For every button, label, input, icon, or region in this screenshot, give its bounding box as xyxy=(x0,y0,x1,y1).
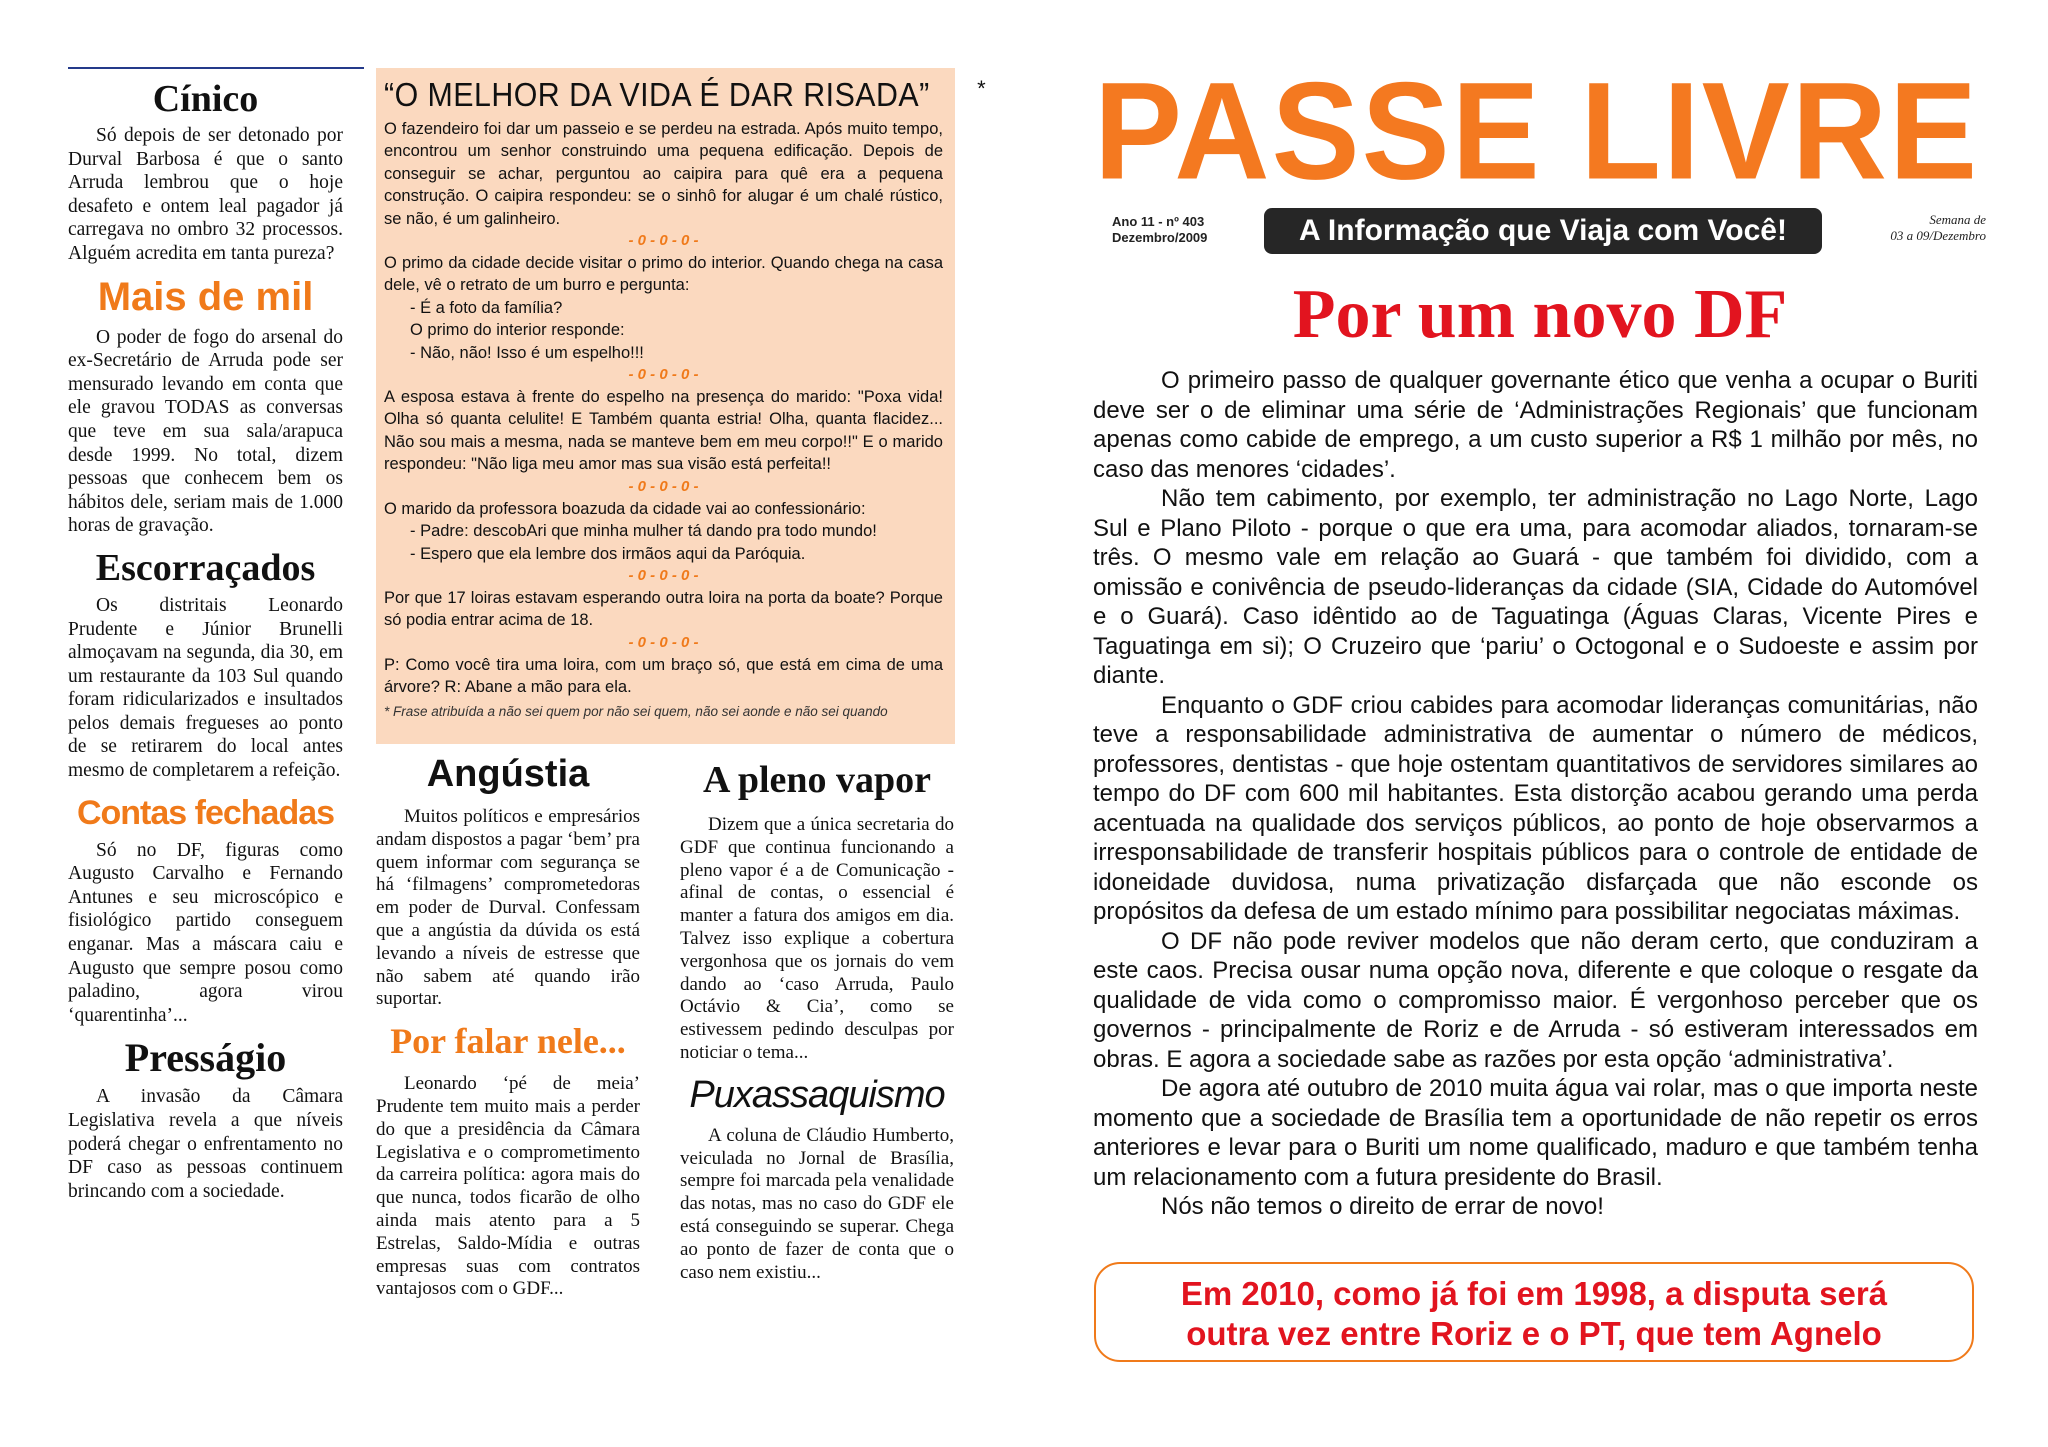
cinico-title: Cínico xyxy=(152,78,259,120)
pressagio-title: Presságio xyxy=(124,1035,287,1081)
pressagio-body: A invasão da Câmara Legislativa revela a que níveis poderá chegar o enfrentamento no DF caso as pessoas continuem brincando com a sociedade. xyxy=(68,1086,343,1202)
joke-3: A esposa estava à frente do espelho na presença do marido: "Poxa vida! Olha só quanta celulite! E Também quanta estria! Olha, quanta flacidez... Não sou mais a mesma, nada se manteve bem em meu corpo!!" E o marido respondeu: "Não liga meu amor mas sua visão está perfeita!! xyxy=(384,388,943,474)
joke-2-intro: O primo da cidade decide visitar o primo do interior. Quando chega na casa dele, vê o retrato de um burro e pergunta: xyxy=(384,254,943,295)
editorial-paragraph: Não tem cabimento, por exemplo, ter administração no Lago Norte, Lago Sul e Plano Piloto - porque o que era uma, para acomodar aliados, tornaram-se três. O mesmo vale em relação ao Guará - que também foi dividido, com a omissão e conivência de pseudo-lideranças da cidade (SIA, Cidade do Automóvel e o Guará). Caso idêntido ao de Taguatinga (Águas Claras, Vicente Pires e Taguatinga em si); O Cruzeiro que ‘pariu’ o Octogonal e o Sudoeste e assim por diante. xyxy=(1093,485,1978,689)
column-3 xyxy=(680,754,954,1284)
joke-1: O fazendeiro foi dar um passeio e se perdeu na estrada. Após muito tempo, encontrou um senhor construindo uma pequena edificação. Depois de conseguir se achar, perguntou ao caipira para quê era a pequena construção. O caipira respondeu: se o sinhô for alugar é um chalé rústico, se não, é um galinheiro. xyxy=(384,120,943,228)
joke-2-line-2: O primo do interior responde: xyxy=(410,321,625,340)
column-1 xyxy=(68,74,343,1203)
jokes-footnote: * Frase atribuída a não sei quem por não sei quem, não sei aonde e não sei quando xyxy=(384,703,888,719)
week-label: Semana de xyxy=(1929,212,1986,227)
week-range: 03 a 09/Dezembro xyxy=(1890,228,1986,243)
jokes-title-text: “O MELHOR DA VIDA É DAR RISADA” xyxy=(384,76,930,113)
editorial-paragraph: Nós não temos o direito de errar de novo! xyxy=(1161,1193,1604,1220)
slogan-bar: A Informação que Viaja com Você! xyxy=(1264,208,1822,254)
contas-fechadas-title: Contas fechadas xyxy=(76,793,335,832)
editorial-paragraph: Enquanto o GDF criou cabides para acomodar lideranças comunitárias, não teve a responsabilidade administrativa de aumentar o número de médicos, professores, dentistas - que hoje ostentam quantitativos de servidores similares ao tempo do DF com 600 mil habitantes. Esta distorção acabou gerando uma perda acentuada na qualidade dos serviços públicos, ao ponto de hoje observarmos a irresponsabilidade de transferir hospitais públicos para o controle de entidade de idoneidade duvidosa, numa privatização disfarçada que não esconde os propósitos da defesa de um estado mínimo para possibilitar negociatas máximas. xyxy=(1093,691,1978,925)
issue-number: Ano 11 - nº 403 xyxy=(1112,214,1205,229)
a-pleno-vapor-body: Dizem que a única secretaria do GDF que continua funcionando a pleno vapor é a de Comunicação - afinal de contas, o essencial é manter a fatura dos amigos em dia. Talvez isso explique a cobertura vergonhosa que os jornais do vem dando ao ‘caso Arruda, Paulo Octávio & Cia’, como se estivessem pedindo desculpas por noticiar o tema... xyxy=(680,814,954,1063)
column-2 xyxy=(376,750,640,1301)
jokes-title xyxy=(384,76,986,114)
por-falar-nele-body: Leonardo ‘pé de meia’ Prudente tem muito mais a perder do que a presidência da Câmara Legislativa e o comprometimento da carreira política: agora mais do que nunca, todos ficarão de olho ainda mais atento para a 5 Estrelas, Saldo-Mídia e outras empresas suas com contratos vantajosos com o GDF... xyxy=(376,1073,640,1300)
headline: Por um novo DF xyxy=(1292,276,1788,353)
joke-2-line-3: - Não, não! Isso é um espelho!!! xyxy=(410,343,644,362)
angustia-body: Muitos políticos e empresários andam dispostos a pagar ‘bem’ pra quem informar com segurança se há ‘filmagens’ comprometedoras em poder de Durval. Confessam que a angústia da dúvida os está levando a níveis de estresse que não sabem até quando irão suportar. xyxy=(376,806,640,1010)
joke-4-intro: O marido da professora boazuda da cidade vai ao confessionário: xyxy=(384,499,866,518)
puxassaquismo-body: A coluna de Cláudio Humberto, veiculada no Jornal de Brasília, sempre foi marcada pela venalidade das notas, mas no caso do GDF ele está conseguindo se superar. Chega ao ponto de fazer de conta que o caso nem existiu... xyxy=(680,1124,954,1283)
callout-box xyxy=(1094,1262,1974,1362)
joke-4-line-2: - Espero que ela lembre dos irmãos aqui da Paróquia. xyxy=(410,544,806,563)
editorial-paragraph: De agora até outubro de 2010 muita água vai rolar, mas o que importa neste momento que a sociedade de Brasília tem a oportunidade de não repetir os erros anteriores e levar para o Buriti um nome qualificado, maduro e que também tenha um relacionamento com a futura presidente do Brasil. xyxy=(1093,1075,1978,1191)
joke-6: P: Como você tira uma loira, com um braço só, que está em cima de uma árvore? R: Abane a mão para ela. xyxy=(384,655,943,697)
editorial-paragraph: O DF não pode reviver modelos que não deram certo, que conduziram a este caos. Precisa ousar numa opção nova, diferente e que coloque o resgate da qualidade de vida como o compromisso maior. É vergonhoso perceber que os governos - principalmente de Roriz e de Arruda - só estiveram interessados em obras. E agora a sociedade sabe as razões por esta opção ‘administrativa’. xyxy=(1093,927,1978,1073)
a-pleno-vapor-title: A pleno vapor xyxy=(702,759,932,801)
top-rule xyxy=(68,67,364,69)
editorial xyxy=(1093,366,1978,1222)
issue-date: Dezembro/2009 xyxy=(1112,230,1208,245)
mais-de-mil-title: Mais de mil xyxy=(97,274,314,319)
callout-line-1: Em 2010, como já foi em 1998, a disputa será xyxy=(1180,1275,1888,1312)
callout-line-2: outra vez entre Roriz e o PT, que tem Agnelo xyxy=(1186,1315,1882,1352)
joke-separator: - 0 - 0 - 0 - xyxy=(628,633,699,651)
escorracados-body: Os distritais Leonardo Prudente e Júnior Brunelli almoçavam na segunda, dia 30, em um restaurante da 103 Sul quando foram ridicularizados e insultados pelos demais fregueses ao ponto de se retirarem do local antes mesmo de completarem a refeição. xyxy=(68,594,343,782)
joke-separator: - 0 - 0 - 0 - xyxy=(628,566,699,584)
joke-separator: - 0 - 0 - 0 - xyxy=(628,477,699,495)
por-falar-nele-title: Por falar nele... xyxy=(390,1021,626,1062)
angustia-title: Angústia xyxy=(426,753,590,795)
joke-5: Por que 17 loiras estavam esperando outra loira na porta da boate? Porque só podia entrar acima de 18. xyxy=(384,588,943,630)
issue-info xyxy=(1112,214,1252,246)
joke-separator: - 0 - 0 - 0 - xyxy=(628,366,699,384)
puxassaquismo-title: Puxassaquismo xyxy=(689,1073,945,1116)
masthead: PASSE LIVRE xyxy=(1094,53,1980,208)
cinico-body: Só depois de ser detonado por Durval Barbosa é que o santo Arruda lembrou que o hoje desafeto e ontem leal pagador já carregava no ombro 32 processos. Alguém acredita em tanta pureza? xyxy=(68,125,343,264)
contas-fechadas-body: Só no DF, figuras como Augusto Carvalho e Fernando Antunes e seu microscópico e fisiológico partido conseguem enganar. Mas a máscara caiu e Augusto que sempre posou como paladino, agora virou ‘quarentinha’... xyxy=(68,839,343,1026)
mais-de-mil-body: O poder de fogo do arsenal do ex-Secretário de Arruda pode ser mensurado levando em conta que ele gravou TODAS as conversas que teve em sua sala/arapuca desde 1999. No total, dizem pessoas que conhecem bem os hábitos dele, seriam mais de 1.000 horas de gravação. xyxy=(68,326,343,537)
joke-separator: - 0 - 0 - 0 - xyxy=(628,232,699,250)
week-info xyxy=(1836,212,1986,244)
escorracados-title: Escorraçados xyxy=(95,546,316,589)
joke-4-line-1: - Padre: descobAri que minha mulher tá dando pra todo mundo! xyxy=(410,522,877,541)
editorial-paragraph: O primeiro passo de qualquer governante ético que venha a ocupar o Buriti deve ser o de eliminar uma série de ‘Administrações Regionais’ que funcionam apenas como cabide de emprego, a um custo superior a R$ 1 milhão por mês, no caso das menores ‘cidades’. xyxy=(1093,367,1978,483)
jokes-title-mark: * xyxy=(977,76,986,101)
joke-2-line-1: - É a foto da família? xyxy=(410,298,563,317)
jokes-box xyxy=(376,68,986,744)
